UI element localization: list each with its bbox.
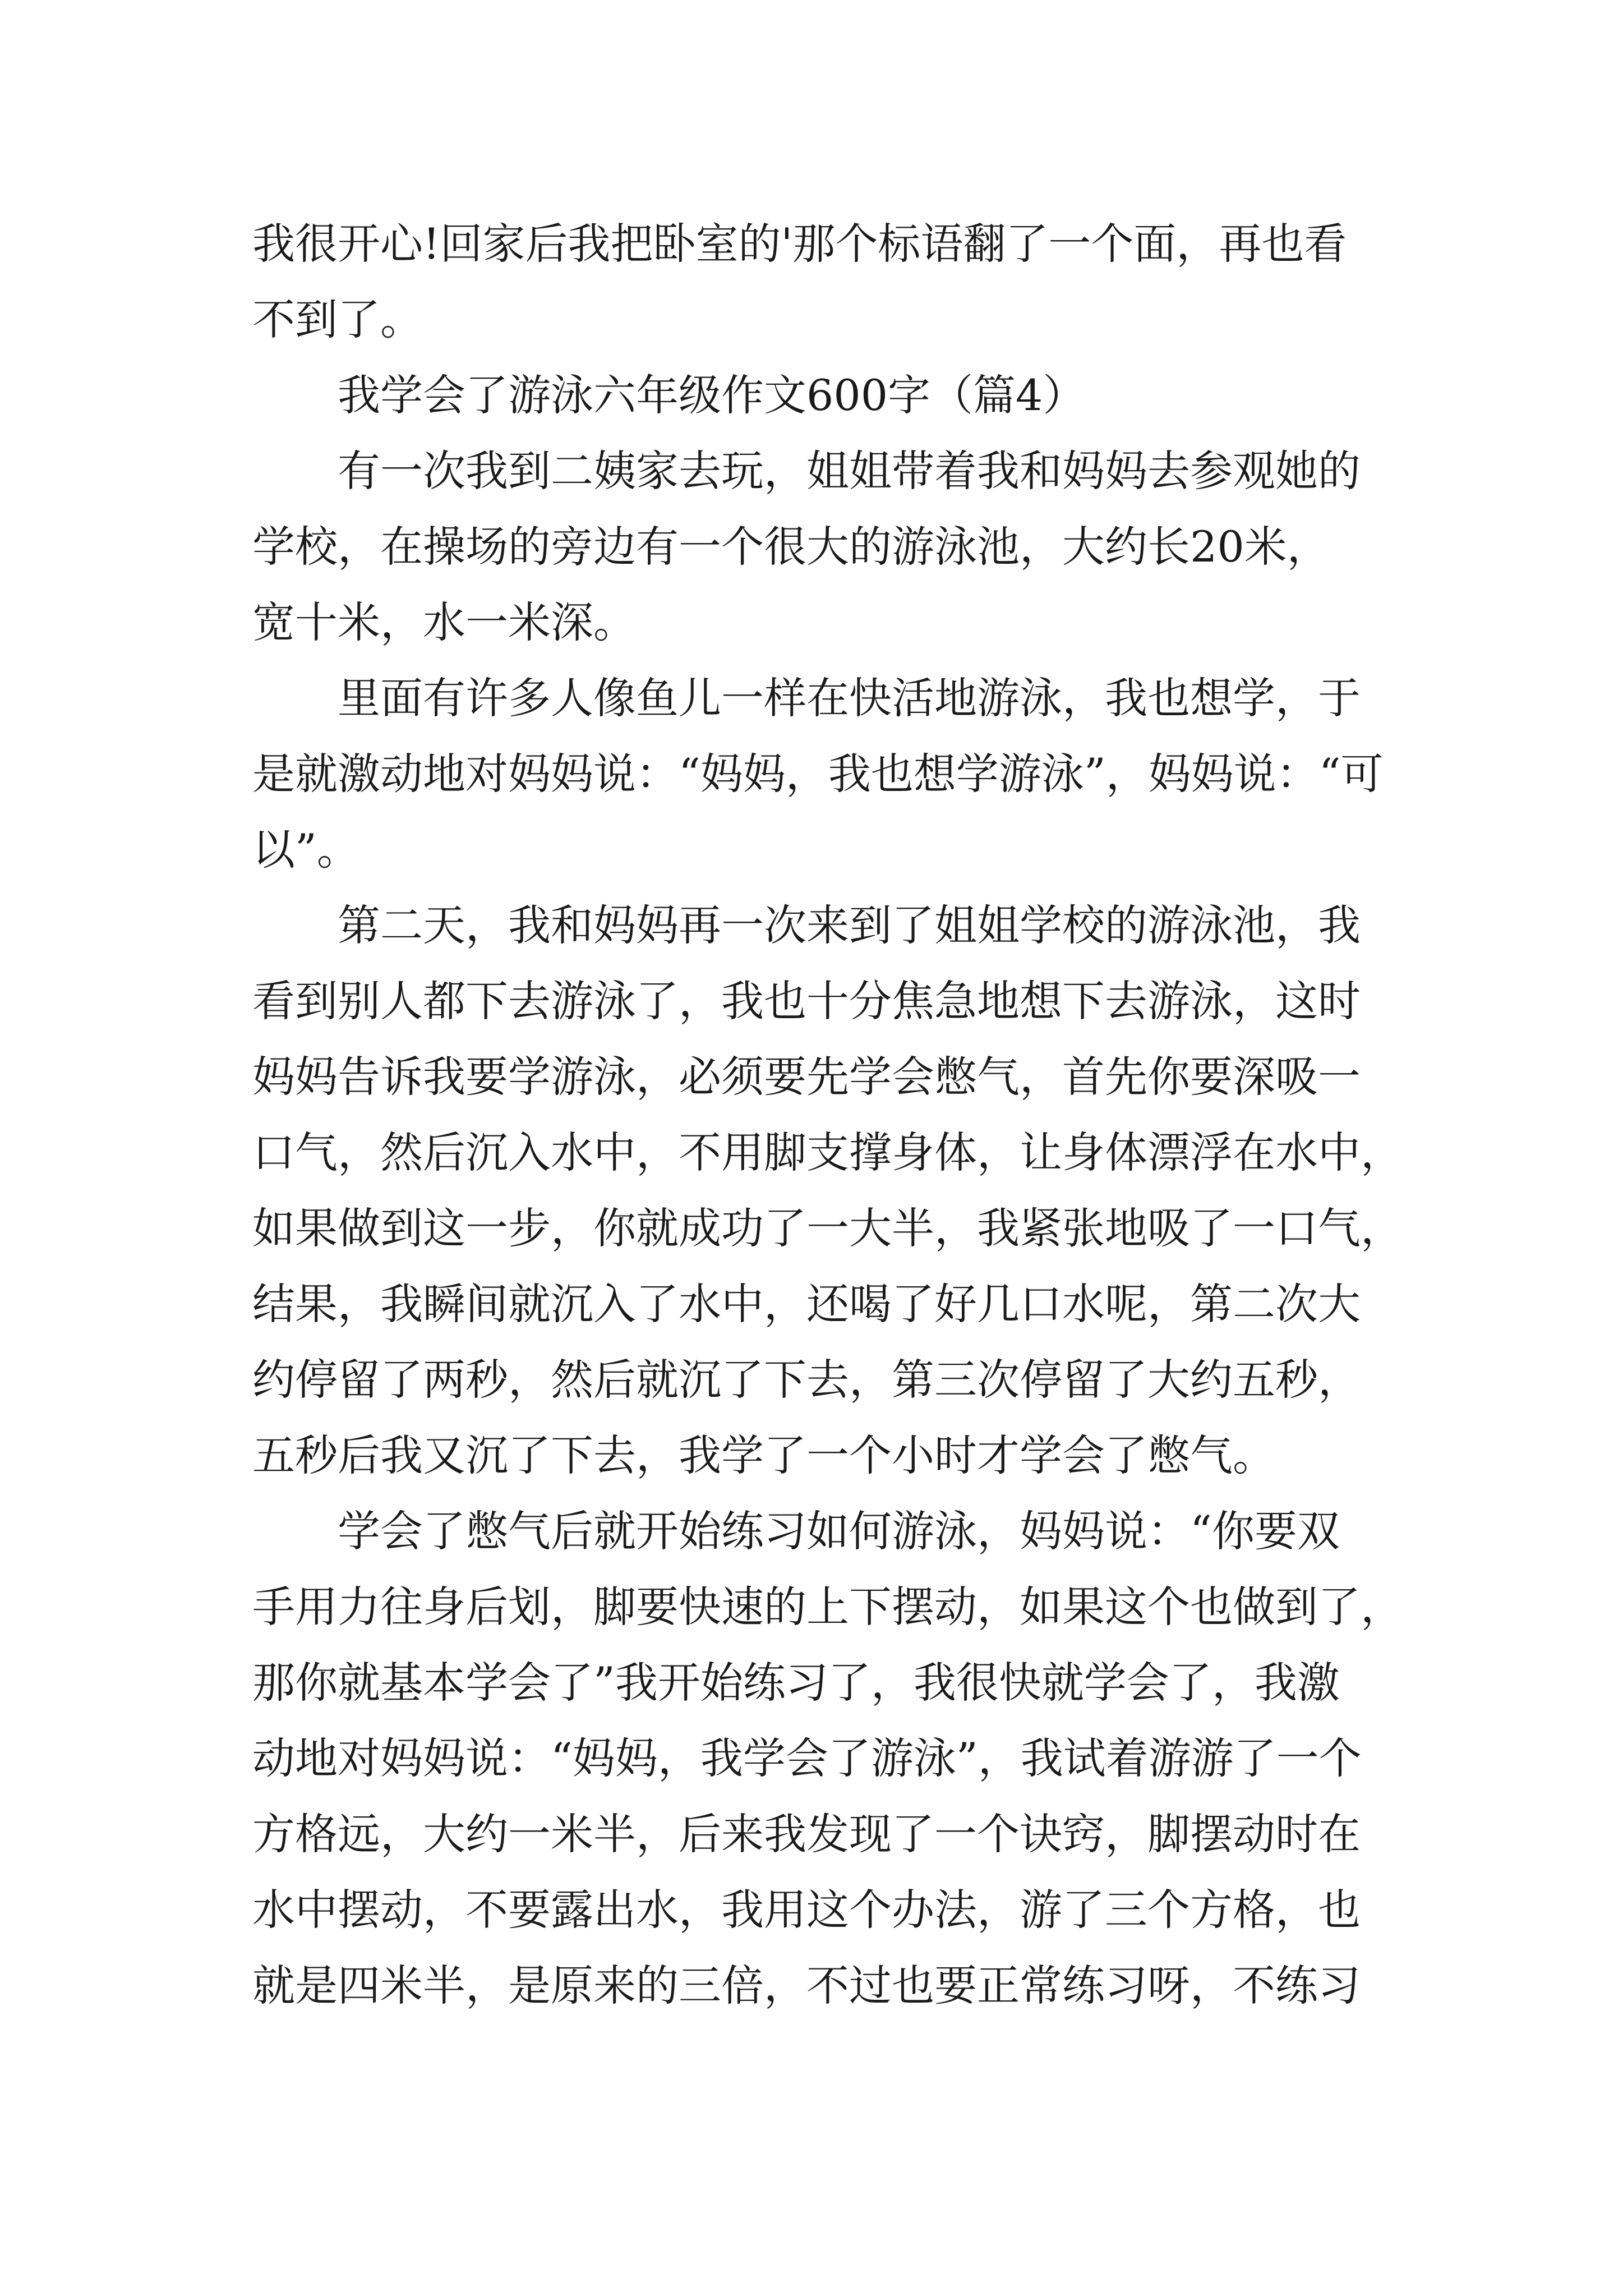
paragraph-line: 约停留了两秒，然后就沉了下去，第三次停留了大约五秒， <box>252 1355 1361 1405</box>
paragraph-line: 水中摆动，不要露出水，我用这个办法，游了三个方格，也 <box>252 1885 1361 1935</box>
paragraph-line: 妈妈告诉我要学游泳，必须要先学会憋气，首先你要深吸一 <box>252 1052 1361 1102</box>
paragraph-line: 学会了憋气后就开始练习如何游泳，妈妈说：“你要双 <box>338 1506 1340 1556</box>
paragraph-line: 看到别人都下去游泳了，我也十分焦急地想下去游泳，这时 <box>252 976 1361 1026</box>
paragraph-line: 五秒后我又沉了下去，我学了一个小时才学会了憋气。 <box>252 1430 1275 1480</box>
section-heading: 我学会了游泳六年级作文600字（篇4） <box>338 370 1086 420</box>
paragraph-line: 结果，我瞬间就沉入了水中，还喝了好几口水呢，第二次大 <box>252 1279 1361 1329</box>
paragraph-line: 我很开心!回家后我把卧室的'那个标语翻了一个面，再也看 <box>252 219 1347 269</box>
paragraph-line: 以”。 <box>252 825 359 875</box>
paragraph-line: 方格远，大约一米半，后来我发现了一个诀窍，脚摆动时在 <box>252 1809 1361 1859</box>
paragraph-line: 学校，在操场的旁边有一个很大的游泳池，大约长20米， <box>252 522 1330 572</box>
paragraph-line: 有一次我到二姨家去玩，姐姐带着我和妈妈去参观她的 <box>338 446 1361 496</box>
paragraph-line: 宽十米，水一米深。 <box>252 597 636 647</box>
paragraph-line: 如果做到这一步，你就成功了一大半，我紧张地吸了一口气， <box>252 1203 1403 1253</box>
paragraph-line: 第二天，我和妈妈再一次来到了姐姐学校的游泳池，我 <box>338 900 1361 950</box>
document-page <box>252 0 1403 2296</box>
paragraph-line: 手用力往身后划，脚要快速的上下摆动，如果这个也做到了， <box>252 1582 1403 1632</box>
paragraph-line: 不到了。 <box>252 295 423 344</box>
paragraph-line: 就是四米半，是原来的三倍，不过也要正常练习呀，不练习 <box>252 1961 1361 2010</box>
paragraph-line: 那你就基本学会了”我开始练习了，我很快就学会了，我激 <box>252 1658 1340 1708</box>
paragraph-line: 是就激动地对妈妈说：“妈妈，我也想学游泳”，妈妈说：“可 <box>252 749 1384 799</box>
paragraph-line: 里面有许多人像鱼儿一样在快活地游泳，我也想学，于 <box>338 673 1361 723</box>
paragraph-line: 口气，然后沉入水中，不用脚支撑身体，让身体漂浮在水中， <box>252 1128 1403 1177</box>
paragraph-line: 动地对妈妈说：“妈妈，我学会了游泳”，我试着游游了一个 <box>252 1733 1362 1783</box>
